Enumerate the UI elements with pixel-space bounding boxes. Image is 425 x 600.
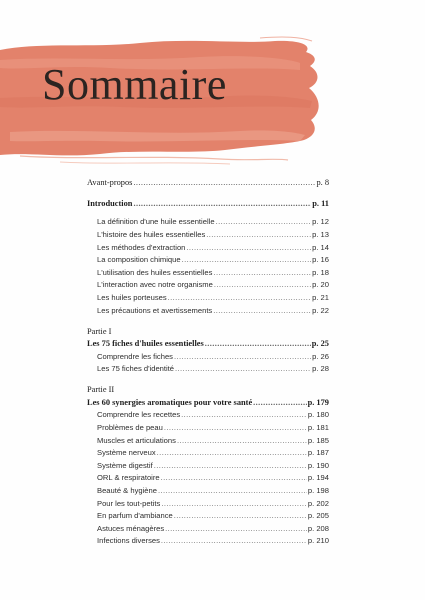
toc-entry-label: L'histoire des huiles essentielles [97,229,206,239]
toc-subentry[interactable] [87,510,329,523]
toc-entry-part-2[interactable] [87,397,329,410]
dot-leader [181,409,307,422]
dot-leader [165,523,307,536]
dot-leader [216,216,312,229]
toc-entry-label: Système nerveux [97,448,156,458]
toc-entry-page: p. 8 [316,178,329,187]
dot-leader [161,472,307,485]
part-label: Partie I [87,326,112,336]
toc-subentry[interactable] [87,485,329,498]
dot-leader [206,229,311,242]
toc-entry-label: Avant-propos [87,178,133,187]
dot-leader [205,338,311,351]
toc-subentry[interactable] [87,305,329,318]
toc-entry-label: Problèmes de peau [97,423,163,433]
toc-entry-page: p. 187 [307,448,329,458]
toc-entry-label: Les 75 fiches d'identité [97,364,175,374]
dot-leader [214,279,311,292]
toc-entry-label: L'utilisation des huiles essentielles [97,267,213,277]
dot-leader [182,254,312,267]
toc-entry-page: p. 26 [312,351,329,361]
dot-leader [133,198,311,211]
toc-entry-label: Introduction [87,199,133,209]
toc-subentry[interactable] [87,460,329,473]
toc-entry-page: p. 14 [312,242,329,252]
toc-entry-part-1[interactable] [87,338,329,351]
toc-entry-avant-propos[interactable] [87,177,329,190]
dot-leader [157,447,307,460]
toc-subentry[interactable] [87,523,329,536]
part-label: Partie II [87,385,115,395]
toc-entry-page: p. 194 [307,473,329,483]
dot-leader [213,305,311,318]
toc-entry-label: Pour les tout-petits [97,498,161,508]
page-title: Sommaire [42,60,227,109]
dot-leader [133,177,315,190]
toc-entry-page: p. 20 [312,280,329,290]
toc-entry-page: p. 202 [307,498,329,508]
toc-entry-page: p. 185 [307,435,329,445]
toc-entry-label: Infections diverses [97,536,160,546]
dot-leader [175,363,311,376]
toc-entry-page: p. 11 [312,199,329,209]
toc-subentry[interactable] [87,242,329,255]
toc-entry-label: Les 60 synergies aromatiques pour votre santé [87,397,253,407]
dot-leader [213,267,311,280]
toc-subentry[interactable] [87,292,329,305]
toc-entry-label: Les méthodes d'extraction [97,242,186,252]
toc-subentry[interactable] [87,363,329,376]
toc-entry-label: Système digestif [97,460,153,470]
toc-subentry[interactable] [87,229,329,242]
dot-leader [174,351,311,364]
dot-leader [177,435,307,448]
dot-leader [154,460,307,473]
toc-subentry[interactable] [87,216,329,229]
toc-entry-label: Les 75 fiches d'huiles essentielles [87,339,204,349]
toc-subentry[interactable] [87,409,329,422]
toc-entry-page: p. 190 [307,460,329,470]
toc-entry-page: p. 181 [307,423,329,433]
toc-entry-label: Muscles et articulations [97,435,176,445]
toc-subentry[interactable] [87,254,329,267]
dot-leader [161,498,307,511]
toc-entry-page: p. 12 [312,217,329,227]
toc-subentry[interactable] [87,435,329,448]
toc-entry-page: p. 198 [307,486,329,496]
toc-entry-label: Beauté & hygiène [97,486,157,496]
dot-leader [161,535,307,548]
toc-entry-label: Comprendre les fiches [97,351,173,361]
dot-leader [186,242,311,255]
toc-subentry[interactable] [87,447,329,460]
dot-leader [158,485,307,498]
toc-entry-page: p. 25 [311,339,329,349]
toc-entry-label: Comprendre les recettes [97,410,181,420]
toc-entry-label: Astuces ménagères [97,523,165,533]
toc-entry-introduction[interactable] [87,198,329,211]
toc-entry-page: p. 22 [312,305,329,315]
toc-subentry[interactable] [87,279,329,292]
toc-entry-page: p. 180 [307,410,329,420]
dot-leader [168,292,311,305]
toc-entry-page: p. 179 [307,397,329,407]
toc-entry-page: p. 18 [312,267,329,277]
dot-leader [164,422,307,435]
toc-subentry[interactable] [87,422,329,435]
toc-entry-label: La composition chimique [97,255,181,265]
dot-leader [174,510,307,523]
toc-entry-label: Les précautions et avertissements [97,305,213,315]
toc-entry-label: ORL & respiratoire [97,473,160,483]
toc-entry-page: p. 28 [312,364,329,374]
dot-leader [253,397,306,410]
table-of-contents [87,177,329,548]
toc-entry-label: Les huiles porteuses [97,292,167,302]
toc-entry-page: p. 13 [312,229,329,239]
toc-subentry[interactable] [87,267,329,280]
toc-entry-label: En parfum d'ambiance [97,511,173,521]
toc-entry-page: p. 205 [307,511,329,521]
toc-subentry[interactable] [87,472,329,485]
toc-subentry[interactable] [87,535,329,548]
toc-subentry[interactable] [87,498,329,511]
toc-entry-page: p. 16 [312,255,329,265]
toc-entry-label: La définition d'une huile essentielle [97,217,215,227]
toc-entry-page: p. 21 [312,292,329,302]
toc-entry-page: p. 210 [307,536,329,546]
toc-entry-page: p. 208 [307,523,329,533]
toc-entry-label: L'interaction avec notre organisme [97,280,213,290]
toc-subentry[interactable] [87,351,329,364]
